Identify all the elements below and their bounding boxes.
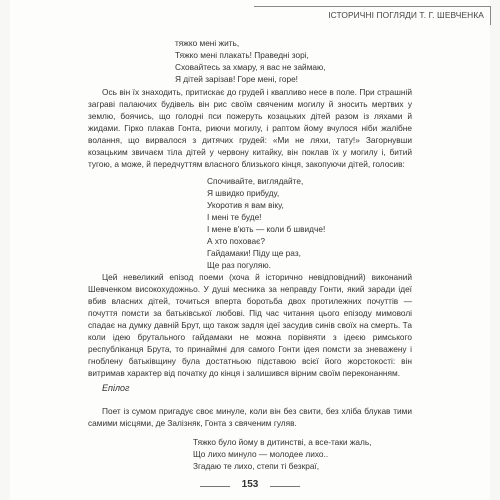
page-number: 153 xyxy=(241,479,259,490)
verse-line: Сховайтесь за хмару, я вас не займаю, xyxy=(175,62,326,72)
verse-block-1 xyxy=(175,37,326,85)
verse-line: Згадаю те лихо, степи ті безкраї, xyxy=(193,461,320,471)
verse-line: Ще раз погуляю. xyxy=(207,260,271,270)
verse-line: І мені те буде! xyxy=(207,212,262,222)
verse-line: Спочивайте, виглядайте, xyxy=(207,176,304,186)
running-header-title: ІСТОРИЧНІ ПОГЛЯДИ Т. Г. ШЕВЧЕНКА xyxy=(328,10,484,20)
verse-line: Що лихо минуло — молодее лихо.. xyxy=(193,449,329,459)
paragraph-1: Ось він їх знаходить, притискає до грудей і квапливо несе в поле. При страшній заграві палаючих будівель він рис своїм свяченим могилу й зносить мертвих у землю, боячись, що голодні пси пожеруть козацьких дітей разом із ляхами й жидами. Гірко плакав Гонта, риючи могилу, і раптом йому вчулося ніби жалібне волання, що вирвалося з дитячих грудей: «Ми не ляхи, тату!» Загорнувши козацьким звичаєм тіла дітей у червону китайку, він поклав їх у могилу і, битий тугою, а може, й передчуттям власного близького кінця, закопуючи дітей, голосив: xyxy=(88,87,412,169)
verse-block-3 xyxy=(193,436,371,472)
paragraph-3: Поет із сумом пригадує своє минуле, коли він без свити, без хліба блукав тими самими місцями, де Залізняк, Гонта з свяченим гуляв. xyxy=(88,406,412,428)
verse-line: Гайдамаки! Піду ще раз, xyxy=(207,248,301,258)
verse-line: Тяжко мені плакать! Праведні зорі, xyxy=(175,50,309,60)
verse-line: А хто поховає? xyxy=(207,236,265,246)
verse-line: Я швидко прибуду, xyxy=(207,188,280,198)
verse-line: тяжко мені жить, xyxy=(175,38,240,48)
paragraph-2: Цей невеликий епізод поеми (хоча й історично невідповідний) виконаний Шевченком високохудожньо. У душі месника за неправду Гонти, який заради ідеї вбив власних дітей, точиться вперта боротьба двох протилежних почуттів — почуття помсти за батьківської любові. Під час читання цього епізоду мимоволі спадає на думку давній Брут, що також задля ідеї засудив синів своїх на смерть. Та коли ідею брутального гайдамаки не можна порівняти з ідеєю римського республіканця Брута, то принаймні для самого Гонти ідея помсти за зневажену і гноблену батьківщину була достатньою підставою всієї його жорстокості: він витримав характер від початку до кінця і залишився вірним своїм переконанням. xyxy=(88,272,412,378)
verse-line: Укоротив я вам віку, xyxy=(207,200,284,210)
folio-rule-right xyxy=(270,486,300,487)
verse-block-2 xyxy=(207,175,325,271)
running-header xyxy=(254,6,491,25)
section-heading: Епілог xyxy=(102,383,130,393)
verse-line: Тяжко було йому в дитинстві, а все-таки жаль, xyxy=(193,437,372,447)
verse-line: І мене в'ють — коли б швидче! xyxy=(207,224,326,234)
page-footer xyxy=(0,479,500,493)
verse-line: Я дітей зарізав! Горе мені, горе! xyxy=(175,74,298,84)
folio-rule-left xyxy=(200,486,230,487)
